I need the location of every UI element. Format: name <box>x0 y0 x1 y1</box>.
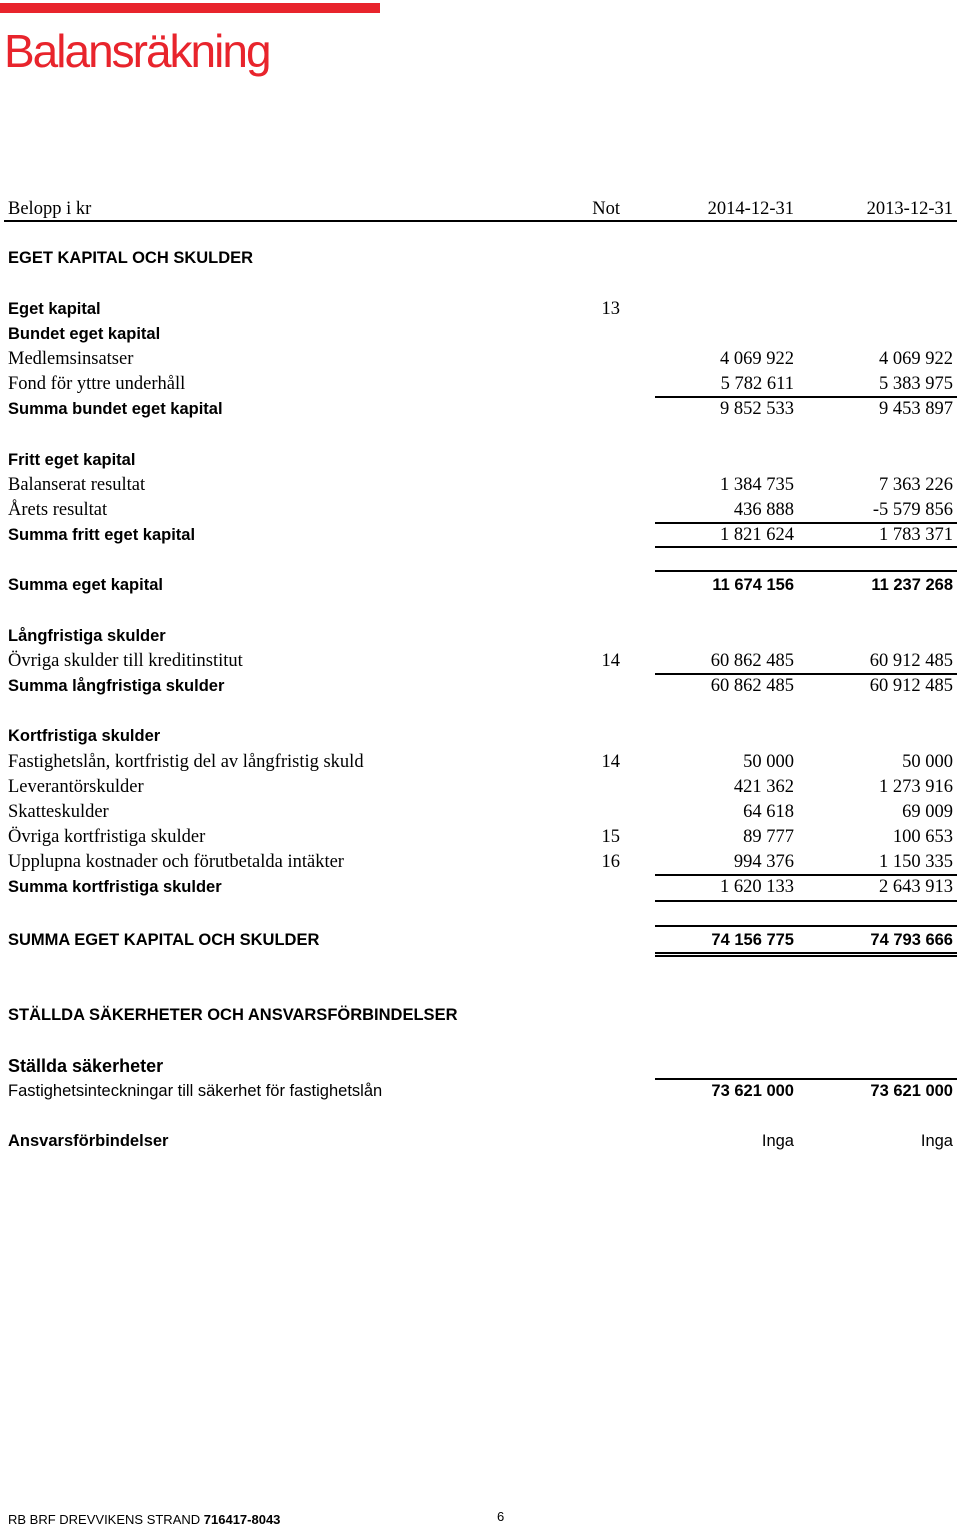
value-2013: 1 150 335 <box>879 852 953 872</box>
row-label: Summa kortfristiga skulder <box>8 878 222 896</box>
row-fastighetslan <box>0 750 960 774</box>
row-fastighetsinteckningar <box>0 1079 960 1103</box>
value-2014: 89 777 <box>743 827 794 847</box>
section-heading-text: EGET KAPITAL OCH SKULDER <box>8 249 254 267</box>
row-leverantorskulder <box>0 775 960 799</box>
header-underline <box>4 220 957 222</box>
row-upplupna <box>0 850 960 874</box>
row-skatteskulder <box>0 800 960 824</box>
row-ovriga-skulder-kredit <box>0 649 960 673</box>
value-2013: 7 363 226 <box>879 475 953 495</box>
value-2014: 436 888 <box>733 500 794 520</box>
page-title: Balansräkning <box>4 25 270 77</box>
value-2014: 9 852 533 <box>720 399 794 419</box>
row-arets-resultat <box>0 498 960 522</box>
row-summa-langfristiga <box>0 674 960 698</box>
row-label: Övriga kortfristiga skulder <box>8 827 206 847</box>
double-underline-top <box>655 952 957 954</box>
value-2013: 69 009 <box>902 802 953 822</box>
value-2013: 1 273 916 <box>879 777 953 797</box>
value-2014: 1 821 624 <box>720 525 794 545</box>
row-label: SUMMA EGET KAPITAL OCH SKULDER <box>8 931 320 949</box>
section-heading <box>0 246 960 270</box>
row-label: Årets resultat <box>8 500 108 520</box>
row-note: 14 <box>601 752 620 772</box>
row-label: Summa eget kapital <box>8 576 163 594</box>
value-2013: 11 237 268 <box>871 576 953 594</box>
row-label: Fond för yttre underhåll <box>8 374 186 394</box>
row-label: Skatteskulder <box>8 802 109 822</box>
sum-line <box>655 900 957 902</box>
subheading-bundet <box>0 322 960 346</box>
value-2013: Inga <box>920 1132 953 1150</box>
sum-line <box>655 570 957 572</box>
row-label: Summa långfristiga skulder <box>8 677 225 695</box>
row-label: Långfristiga skulder <box>8 627 166 645</box>
row-medlemsinsatser <box>0 347 960 371</box>
value-2014: 60 862 485 <box>710 676 794 696</box>
value-2013: 100 653 <box>892 827 953 847</box>
row-label: Summa fritt eget kapital <box>8 526 196 544</box>
value-2014: 1 384 735 <box>720 475 794 495</box>
footer-page-number: 6 <box>497 1509 505 1524</box>
subheading-fritt <box>0 448 960 472</box>
double-underline-bottom <box>655 955 957 957</box>
value-2013: 1 783 371 <box>879 525 953 545</box>
row-label: Leverantörskulder <box>8 777 144 797</box>
row-note: 14 <box>601 651 620 671</box>
value-2014: 73 621 000 <box>711 1082 794 1100</box>
row-eget-kapital <box>0 297 960 321</box>
header-amount-label: Belopp i kr <box>8 199 92 219</box>
footer-org-number: 716417-8043 <box>203 1512 281 1527</box>
value-2013: 50 000 <box>902 752 953 772</box>
row-summa-eget-kapital <box>0 573 960 597</box>
value-2014: 64 618 <box>743 802 794 822</box>
row-label: Balanserat resultat <box>8 475 146 495</box>
row-ovriga-kortfristiga <box>0 825 960 849</box>
value-2013: 74 793 666 <box>870 931 953 949</box>
value-2014: 74 156 775 <box>711 931 794 949</box>
value-2014: Inga <box>761 1132 794 1150</box>
section-heading-stallda <box>0 1003 960 1027</box>
value-2013: -5 579 856 <box>872 500 953 520</box>
row-label: Fritt eget kapital <box>8 451 136 469</box>
value-2014: 50 000 <box>743 752 794 772</box>
value-2014: 421 362 <box>733 777 794 797</box>
value-2014: 60 862 485 <box>710 651 794 671</box>
section-heading-text: STÄLLDA SÄKERHETER OCH ANSVARSFÖRBINDELSER <box>8 1006 458 1024</box>
value-2014: 994 376 <box>733 852 794 872</box>
header-accent-bar <box>0 3 380 13</box>
row-fond <box>0 372 960 396</box>
row-label: Upplupna kostnader och förutbetalda intäkter <box>8 852 344 872</box>
row-note: 15 <box>601 827 620 847</box>
row-label: Övriga skulder till kreditinstitut <box>8 651 243 671</box>
row-label: Kortfristiga skulder <box>8 727 161 745</box>
header-note: Not <box>592 199 620 219</box>
subheading-stallda <box>0 1054 960 1078</box>
value-2013: 5 383 975 <box>879 374 953 394</box>
sum-line <box>655 546 957 548</box>
row-label: Eget kapital <box>8 300 101 318</box>
row-note: 13 <box>601 299 620 319</box>
footer-org-name: RB BRF DREVVIKENS STRAND <box>8 1512 201 1527</box>
row-ansvarsforbindelser <box>0 1129 960 1153</box>
row-note: 16 <box>601 852 620 872</box>
value-2014: 1 620 133 <box>720 877 794 897</box>
table-header <box>0 197 960 221</box>
value-2013: 2 643 913 <box>879 877 953 897</box>
row-summa-fritt <box>0 523 960 547</box>
row-label: Medlemsinsatser <box>8 349 134 369</box>
value-2013: 9 453 897 <box>879 399 953 419</box>
value-2014: 11 674 156 <box>712 576 794 594</box>
row-label: Ansvarsförbindelser <box>8 1132 169 1150</box>
row-label: Fastighetsinteckningar till säkerhet för fastighetslån <box>8 1082 383 1100</box>
value-2014: 5 782 611 <box>720 374 794 394</box>
subheading-langfristiga <box>0 624 960 648</box>
header-year-2013: 2013-12-31 <box>866 199 953 219</box>
value-2013: 4 069 922 <box>879 349 953 369</box>
row-label: Ställda säkerheter <box>8 1056 164 1076</box>
header-year-2014: 2014-12-31 <box>707 199 794 219</box>
row-total <box>0 928 960 952</box>
row-summa-kortfristiga <box>0 875 960 899</box>
footer-org <box>8 1509 280 1531</box>
row-label: Fastighetslån, kortfristig del av långfristig skuld <box>8 752 364 772</box>
value-2013: 60 912 485 <box>869 651 953 671</box>
sum-line <box>655 925 957 927</box>
subheading-kortfristiga <box>0 724 960 748</box>
value-2013: 60 912 485 <box>869 676 953 696</box>
value-2014: 4 069 922 <box>720 349 794 369</box>
row-summa-bundet <box>0 397 960 421</box>
row-balanserat <box>0 473 960 497</box>
value-2013: 73 621 000 <box>870 1082 953 1100</box>
row-label: Bundet eget kapital <box>8 325 161 343</box>
row-label: Summa bundet eget kapital <box>8 400 223 418</box>
